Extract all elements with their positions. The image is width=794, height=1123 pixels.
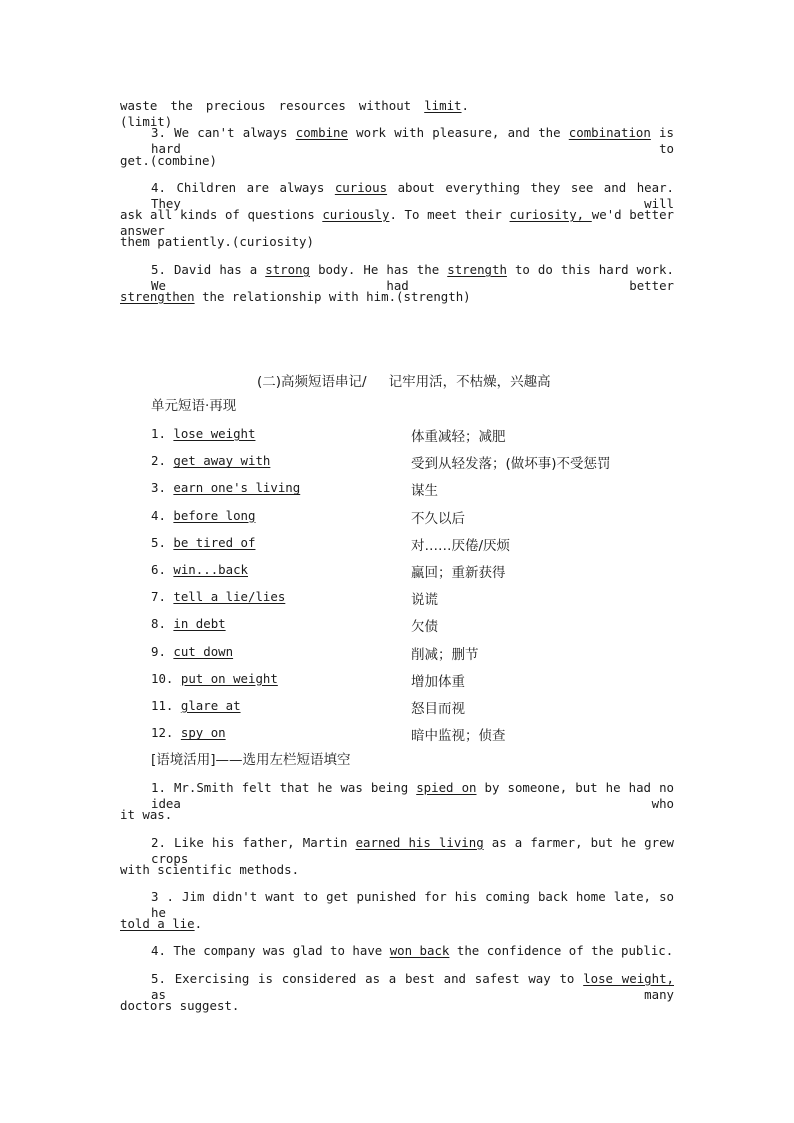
section-heading-right: 记牢用活，不枯燥，兴趣高: [388, 374, 551, 390]
phrase-meaning: 谋生: [411, 483, 438, 500]
phrase-number: 7.: [151, 589, 166, 605]
phrase-meaning: 说谎: [411, 592, 438, 609]
text-segment: with scientific methods.: [120, 862, 300, 877]
phrase-answer: cut down: [173, 643, 234, 659]
text-line: [120, 289, 471, 305]
phrase-row: [151, 724, 671, 745]
phrase-answer: tell_a_lie/lies: [173, 589, 286, 605]
text-segment: 4. Children are always: [151, 180, 335, 195]
phrase-number: 1.: [151, 426, 166, 441]
phrase-row: [151, 561, 671, 579]
answer-blank: limit: [424, 98, 462, 113]
text-segment: we'd better answer: [120, 207, 675, 238]
phrase-number: 2.: [151, 453, 166, 469]
answer-blank: spied on: [416, 780, 477, 795]
phrase-row: [151, 534, 671, 552]
text-segment: 3. We can't always: [151, 125, 296, 140]
text-segment: 4. The company was glad to have: [151, 943, 390, 958]
phrase-answer: in debt: [173, 616, 226, 632]
phrase-answer: before long: [173, 507, 256, 523]
phrase-english: [151, 644, 233, 659]
phrase-section-title: 单元短语·再现: [151, 398, 237, 414]
text-segment: the relationship with him.(strength): [194, 289, 471, 304]
text-segment: get.(combine): [120, 153, 217, 168]
text-segment: waste the precious resources without: [120, 98, 425, 113]
answer-blank: earned his living: [355, 835, 484, 850]
phrase-number: 12.: [151, 725, 174, 741]
phrase-answer: be tired of: [173, 534, 256, 550]
phrase-meaning: 削减；删节: [411, 646, 479, 663]
phrase-answer: put_on_weight: [180, 670, 278, 686]
text-segment: 5. Exercising is considered as a best and safest way to: [151, 971, 584, 986]
phrase-english: [151, 535, 255, 550]
section-heading-left: (二)高频短语串记/: [257, 374, 367, 390]
answer-blank: combination: [568, 125, 651, 140]
text-segment: 3 . Jim didn't want to get punished for his coming back home late, so he: [151, 889, 674, 920]
text-segment: body. He has the: [310, 262, 448, 277]
phrase-answer: glare_at: [180, 698, 241, 713]
answer-blank: curiously: [322, 207, 390, 222]
answer-blank: strong: [265, 262, 311, 277]
answer-blank: curiosity,: [509, 207, 592, 222]
text-segment: as many: [151, 987, 674, 1002]
answer-blank: strengthen: [120, 289, 195, 304]
text-segment: as a farmer, but he grew crops: [151, 835, 674, 866]
text-line: [120, 153, 217, 169]
phrase-meaning: 体重减轻；减肥: [411, 429, 506, 445]
phrase-meaning: 增加体重: [411, 673, 465, 690]
phrase-meaning: 赢回；重新获得: [411, 565, 506, 581]
phrase-row: [151, 588, 671, 609]
phrase-row: [151, 670, 671, 688]
text-segment: it was.: [120, 807, 173, 822]
text-line: [151, 780, 674, 812]
text-line: [120, 807, 172, 823]
text-segment: 5. David has a: [151, 262, 266, 277]
text-line: [151, 889, 674, 921]
text-line: [120, 234, 314, 250]
phrase-number: 11.: [151, 698, 174, 713]
phrase-row: [151, 697, 671, 715]
phrase-number: 8.: [151, 616, 166, 632]
answer-blank: lose weight,: [583, 971, 674, 986]
phrase-english: [151, 508, 255, 523]
answer-blank: strength: [447, 262, 507, 277]
text-line: [151, 943, 673, 959]
phrase-number: 10.: [151, 670, 174, 686]
phrase-english: [151, 480, 300, 495]
text-segment: work with pleasure, and the: [347, 125, 569, 140]
answer-blank: curious: [334, 180, 388, 195]
text-line: [120, 916, 202, 932]
text-line: [120, 862, 299, 878]
phrase-row: [151, 615, 671, 636]
phrase-meaning: 暗中监视；侦查: [411, 728, 506, 745]
text-segment: about everything they see and hear. They will: [151, 180, 674, 211]
phrase-meaning: 受到从轻发落；(做坏事)不受惩罚: [411, 456, 611, 473]
phrase-english: [151, 426, 255, 441]
phrase-meaning: 不久以后: [411, 510, 465, 527]
phrase-answer: spy on: [180, 725, 226, 741]
text-segment: them patiently.(curiosity): [120, 234, 314, 249]
phrase-english: [151, 725, 226, 740]
answer-blank: told_a_lie: [120, 916, 195, 931]
phrase-number: 6.: [151, 562, 166, 577]
phrase-english: [151, 616, 226, 631]
phrase-row: [151, 643, 671, 661]
text-segment: .(limit): [120, 98, 469, 129]
text-segment: . To meet their: [389, 207, 510, 222]
phrase-answer: earn_one's_living: [173, 480, 301, 496]
phrase-meaning: 对……厌倦/厌烦: [411, 537, 511, 554]
phrase-meaning: 怒目而视: [411, 701, 465, 717]
phrase-answer: get_away_with: [173, 453, 271, 469]
phrase-english: [151, 589, 285, 604]
phrase-meaning: 欠债: [411, 619, 438, 636]
phrase-english: [151, 453, 270, 468]
text-segment: the confidence of the public.: [449, 943, 674, 958]
phrase-row: [151, 425, 671, 443]
phrase-row: [151, 507, 671, 525]
text-segment: is hard to: [151, 125, 674, 156]
answer-blank: combine: [295, 125, 348, 140]
text-line: [120, 998, 239, 1014]
phrase-english: [151, 698, 241, 713]
text-segment: 1. Mr.Smith felt that he was being: [151, 780, 417, 795]
phrase-number: 4.: [151, 507, 166, 523]
text-segment: by someone, but he had no idea who: [151, 780, 674, 811]
phrase-answer: win...back: [173, 562, 248, 577]
phrase-row: [151, 479, 671, 500]
text-segment: .: [194, 916, 203, 931]
text-segment: to do this hard work. We had better: [151, 262, 674, 293]
phrase-row: [151, 452, 671, 473]
text-line: [151, 125, 674, 157]
phrase-answer: lose weight: [173, 426, 256, 441]
text-segment: doctors suggest.: [120, 998, 240, 1013]
context-section-title: [语境活用]——选用左栏短语填空: [151, 752, 351, 768]
section-heading: [257, 370, 551, 390]
phrase-english: [151, 671, 278, 686]
phrase-english: [151, 562, 248, 577]
phrase-number: 9.: [151, 643, 166, 659]
answer-blank: won_back: [389, 943, 450, 958]
text-segment: ask all kinds of questions: [120, 207, 323, 222]
text-segment: 2. Like his father, Martin: [151, 835, 356, 850]
phrase-number: 5.: [151, 534, 166, 550]
phrase-number: 3.: [151, 480, 166, 496]
